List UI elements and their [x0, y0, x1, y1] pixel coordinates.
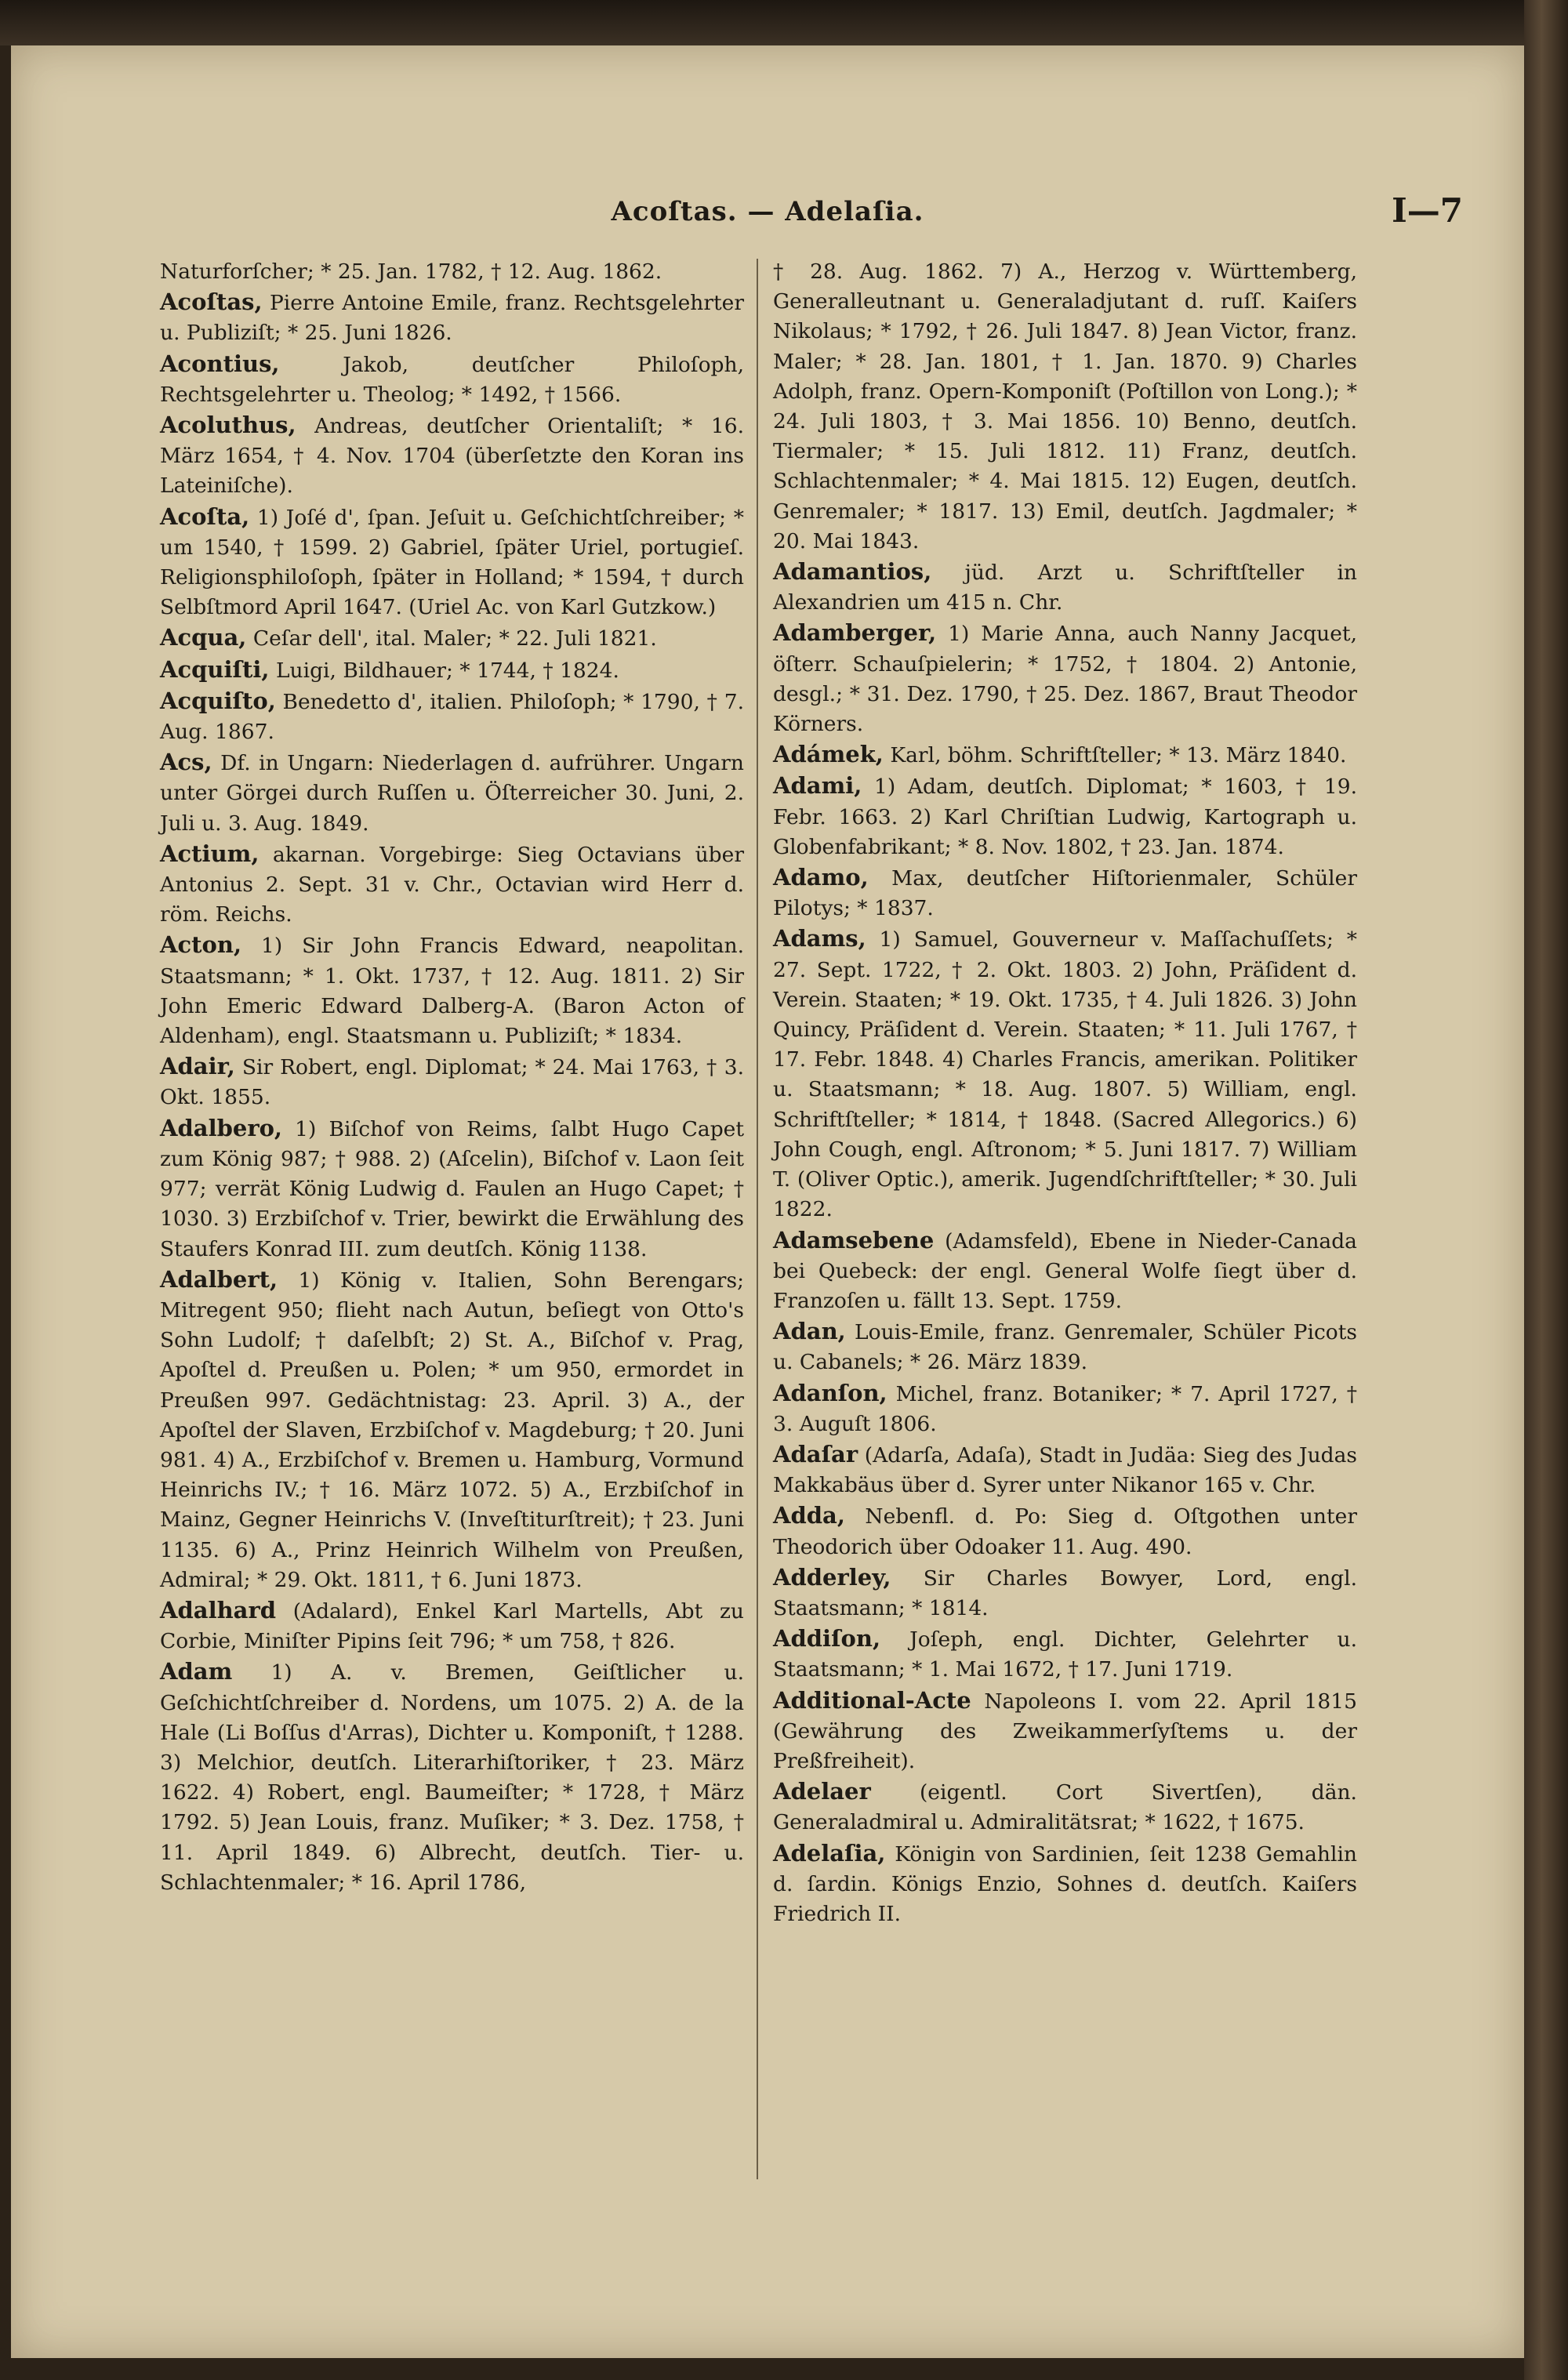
entry-headword: Additional-Acte — [773, 1686, 971, 1714]
book-top-edge — [0, 0, 1568, 45]
dictionary-entry — [160, 410, 744, 502]
entry-text: jüd. Arzt u. Schriftſteller in Alexandrien um 415 n. Chr. — [773, 561, 1357, 615]
entry-headword: Acquiſti, — [160, 655, 270, 683]
entry-headword: Acoſtas, — [160, 288, 263, 316]
dictionary-entry — [773, 257, 1357, 557]
dictionary-entry — [773, 1624, 1357, 1685]
entry-text: 1) A. v. Bremen, Geiſtlicher u. Geſchichtſchreiber d. Nordens, um 1075. 2) A. de la Hale (Li Boſſus d'Arras), Dichter u. Komponiſt, † 1288. 3) Melchior, deutſch. Literarhiſtoriker, † 23. März 1622. 4) Robert, engl. Baumeiſter; * 1728, † März 1792. 5) Jean Louis, franz. Muſiker; * 3. Dez. 1758, † 11. April 1849. 6) Albrecht, deutſch. Tier- u. Schlachtenmaler; * 16. April 1786, — [160, 1660, 744, 1895]
entry-text: Benedetto d', italien. Philoſoph; * 1790, † 7. Aug. 1867. — [160, 689, 744, 745]
entry-text: Königin von Sardinien, ſeit 1238 Gemahlin d. ſardin. Königs Enzio, Sohnes d. deutſch. Kaiſers Friedrich II. — [773, 1841, 1357, 1926]
dictionary-entry — [773, 1225, 1357, 1317]
dictionary-entry — [160, 349, 744, 410]
entry-text: Jakob, deutſcher Philoſoph, Rechtsgelehrter u. Theolog; * 1492, † 1566. — [160, 352, 744, 407]
dictionary-entry — [160, 287, 744, 348]
dictionary-entry — [160, 930, 744, 1051]
dictionary-entry — [773, 739, 1357, 771]
book-spine — [1524, 0, 1568, 2380]
left-column — [160, 257, 744, 1898]
entry-text: 1) Joſé d', ſpan. Jeſuit u. Geſchichtſchreiber; * um 1540, † 1599. 2) Gabriel, ſpäter Uriel, portugieſ. Religionsphiloſoph, ſpäter in Holland; * 1594, † durch Selbſtmord April 1647. (Uriel Ac. von Karl Gutzkow.) — [160, 505, 744, 620]
page-number: I—7 — [1392, 191, 1463, 230]
dictionary-entry — [160, 1656, 744, 1898]
dictionary-entry — [160, 1051, 744, 1112]
entry-text: Pierre Antoine Emile, franz. Rechtsgelehrter u. Publiziſt; * 25. Juni 1826. — [160, 291, 744, 346]
entry-text: akarnan. Vorgebirge: Sieg Octavians über Antonius 2. Sept. 31 v. Chr., Octavian wird Herr d. röm. Reichs. — [160, 842, 744, 927]
entry-text: Naturforſcher; * 25. Jan. 1782, † 12. Aug. 1862. — [160, 259, 662, 284]
entry-headword: Adalbero, — [160, 1114, 283, 1141]
dictionary-entry — [773, 618, 1357, 739]
dictionary-entry — [160, 747, 744, 839]
entry-headword: Adámek, — [773, 741, 884, 768]
entry-text: Napoleons I. vom 22. April 1815 (Gewährung des Zweikammerſyſtems u. der Preßfreiheit). — [773, 1689, 1357, 1773]
dictionary-entry — [160, 257, 744, 287]
entry-text: 1) König v. Italien, Sohn Berengars; Mitregent 950; flieht nach Autun, beſiegt von Otto's Sohn Ludolf; † daſelbſt; 2) St. A., Biſchof v. Prag, Apoſtel d. Preußen u. Polen; * um 950, ermordet in Preußen 997. Gedächtnistag: 23. April. 3) A., der Apoſtel der Slaven, Erzbiſchof v. Magdeburg; † 20. Juni 981. 4) A., Erzbiſchof v. Bremen u. Hamburg, Vormund Heinrichs IV.; † 16. März 1072. 5) A., Erzbiſchof in Mainz, Gegner Heinrichs V. (Inveſtiturſtreit); † 23. Juni 1135. 6) A., Prinz Heinrich Wilhelm von Preußen, Admiral; * 29. Okt. 1811, † 6. Juni 1873. — [160, 1268, 744, 1592]
dictionary-entry — [773, 1562, 1357, 1624]
dictionary-entry — [160, 1113, 744, 1264]
entry-text: (Adamsfeld), Ebene in Nieder-Canada bei Quebeck: der engl. General Wolfe ſiegt über d. Franzoſen u. fällt 13. Sept. 1759. — [773, 1228, 1357, 1313]
entry-text: 1) Marie Anna, auch Nanny Jacquet, öſterr. Schauſpielerin; * 1752, † 1804. 2) Antonie, desgl.; * 31. Dez. 1790, † 25. Dez. 1867, Braut Theodor Körners. — [773, 622, 1357, 737]
entry-headword: Adami, — [773, 772, 862, 800]
entry-text: Max, deutſcher Hiſtorienmaler, Schüler Pilotys; * 1837. — [773, 866, 1357, 921]
entry-text: (eigentl. Cort Sivertſen), dän. Generaladmiral u. Admiralitätsrat; * 1622, † 1675. — [773, 1780, 1357, 1835]
entry-headword: Adelaer — [773, 1778, 871, 1805]
entry-headword: Adelaſia, — [773, 1839, 886, 1867]
entry-headword: Acoluthus, — [160, 412, 296, 439]
entry-headword: Acquiſto, — [160, 687, 276, 714]
entry-text: Karl, böhm. Schriftſteller; * 13. März 1840. — [883, 743, 1347, 768]
entry-text: 1) Adam, deutſch. Diplomat; * 1603, † 19. Febr. 1663. 2) Karl Chriſtian Ludwig, Kartograph u. Globenfabrikant; * 8. Nov. 1802, † 23. Jan. 1874. — [773, 775, 1357, 859]
entry-headword: Adair, — [160, 1053, 235, 1080]
entry-text: Louis-Emile, franz. Genremaler, Schüler Picots u. Cabanels; * 26. März 1839. — [773, 1320, 1357, 1375]
dictionary-entry — [160, 839, 744, 931]
entry-headword: Adamantios, — [773, 558, 932, 586]
entry-text: Michel, franz. Botaniker; * 7. April 1727, † 3. Auguſt 1806. — [773, 1381, 1357, 1436]
column-divider — [757, 259, 758, 2179]
right-column — [773, 257, 1357, 1929]
entry-headword: Acton, — [160, 931, 242, 959]
dictionary-entry — [160, 686, 744, 747]
entry-headword: Adam — [160, 1658, 233, 1685]
entry-headword: Adamo, — [773, 864, 869, 891]
entry-text: † 28. Aug. 1862. 7) A., Herzog v. Württemberg, Generalleutnant u. Generaladjutant d. ruſſ. Kaiſers Nikolaus; * 1792, † 26. Juli 1847. 8) Jean Victor, franz. Maler; * 28. Jan. 1801, † 1. Jan. 1870. 9) Charles Adolph, franz. Opern-Komponiſt (Poſtillon von Long.); * 24. Juli 1803, † 3. Mai 1856. 10) Benno, deutſch. Tiermaler; * 15. Juli 1812. 11) Franz, deutſch. Schlachtenmaler; * 4. Mai 1815. 12) Eugen, deutſch. Genremaler; * 1817. 13) Emil, deutſch. Jagdmaler; * 20. Mai 1843. — [773, 259, 1357, 553]
entry-text: (Adarſa, Adaſa), Stadt in Judäa: Sieg des Judas Makkabäus über d. Syrer unter Nikanor 165 v. Chr. — [773, 1442, 1357, 1498]
dictionary-entry — [773, 923, 1357, 1224]
entry-text: Sir Charles Bowyer, Lord, engl. Staatsmann; * 1814. — [773, 1566, 1357, 1620]
entry-headword: Acs, — [160, 749, 212, 776]
entry-headword: Acontius, — [160, 350, 280, 377]
dictionary-entry — [773, 557, 1357, 618]
entry-headword: Adderley, — [773, 1563, 891, 1591]
dictionary-entry — [773, 1838, 1357, 1930]
running-head: Acoſtas. — Adelaſia. — [611, 196, 924, 227]
entry-text: Luigi, Bildhauer; * 1744, † 1824. — [269, 658, 619, 683]
entry-text: Df. in Ungarn: Niederlagen d. aufrührer. Ungarn unter Görgei durch Ruſſen u. Öſterreicher 30. Juni, 2. Juli u. 3. Aug. 1849. — [160, 751, 744, 836]
entry-text: Andreas, deutſcher Orientaliſt; * 16. März 1654, † 4. Nov. 1704 (überſetzte den Koran ins Lateiniſche). — [160, 414, 744, 499]
dictionary-entry — [773, 862, 1357, 923]
entry-headword: Adams, — [773, 925, 866, 952]
dictionary-entry — [773, 771, 1357, 862]
dictionary-entry — [160, 1595, 744, 1656]
entry-headword: Adalhard — [160, 1596, 277, 1624]
dictionary-entry — [160, 655, 744, 686]
entry-text: 1) Biſchof von Reims, ſalbt Hugo Capet zum König 987; † 988. 2) (Aſcelin), Biſchof v. Laon ſeit 977; verrät König Ludwig d. Faulen an Hugo Capet; † 1030. 3) Erzbiſchof v. Trier, bewirkt die Erwählung des Staufers Konrad III. zum deutſch. König 1138. — [160, 1116, 744, 1261]
entry-text: Sir Robert, engl. Diplomat; * 24. Mai 1763, † 3. Okt. 1855. — [160, 1055, 744, 1110]
dictionary-entry — [160, 502, 744, 623]
entry-headword: Adaſar — [773, 1440, 858, 1468]
entry-headword: Addiſon, — [773, 1625, 881, 1653]
entry-text: Joſeph, engl. Dichter, Gelehrter u. Staatsmann; * 1. Mai 1672, † 17. Juni 1719. — [773, 1627, 1357, 1682]
entry-text: 1) Sir John Francis Edward, neapolitan. Staatsmann; * 1. Okt. 1737, † 12. Aug. 1811. 2) Sir John Emeric Edward Dalberg-A. (Baron Acton of Aldenham), engl. Staatsmann u. Publiziſt; * 1834. — [160, 934, 744, 1049]
entry-text: 1) Samuel, Gouverneur v. Maſſachuſſets; * 27. Sept. 1722, † 2. Okt. 1803. 2) John, Präſident d. Verein. Staaten; * 19. Okt. 1735, † 4. Juli 1826. 3) John Quincy, Präſident d. Verein. Staaten; * 11. Juli 1767, † 17. Febr. 1848. 4) Charles Francis, amerikan. Politiker u. Staatsmann; * 18. Aug. 1807. 5) William, engl. Schriftſteller; * 1814, † 1848. (Sacred Allegorics.) 6) John Cough, engl. Aſtronom; * 5. Juni 1817. 7) William T. (Oliver Optic.), amerik. Jugendſchriftſteller; * 30. Juli 1822. — [773, 927, 1357, 1222]
entry-headword: Adanſon, — [773, 1379, 887, 1406]
entry-headword: Adalbert, — [160, 1265, 278, 1293]
entry-text: Ceſar dell', ital. Maler; * 22. Juli 1821. — [246, 626, 657, 651]
dictionary-entry — [773, 1500, 1357, 1562]
entry-headword: Adan, — [773, 1318, 846, 1345]
dictionary-entry — [160, 1264, 744, 1595]
entry-text: Nebenfl. d. Po: Sieg d. Oſtgothen unter Theodorich über Odoaker 11. Aug. 490. — [773, 1504, 1357, 1559]
dictionary-entry — [773, 1439, 1357, 1500]
dictionary-entry — [773, 1316, 1357, 1377]
entry-headword: Adamsebene — [773, 1226, 935, 1253]
entry-headword: Adamberger, — [773, 619, 937, 647]
dictionary-entry — [773, 1685, 1357, 1777]
entry-headword: Acqua, — [160, 624, 247, 651]
dictionary-entry — [773, 1776, 1357, 1838]
entry-headword: Adda, — [773, 1502, 845, 1529]
entry-text: (Adalard), Enkel Karl Martells, Abt zu Corbie, Miniſter Pipins ſeit 796; * um 758, † 826. — [160, 1598, 744, 1654]
dictionary-entry — [160, 622, 744, 654]
entry-headword: Actium, — [160, 840, 260, 867]
dictionary-entry — [773, 1378, 1357, 1439]
entry-headword: Acoſta, — [160, 502, 250, 530]
book-page — [11, 45, 1524, 2358]
